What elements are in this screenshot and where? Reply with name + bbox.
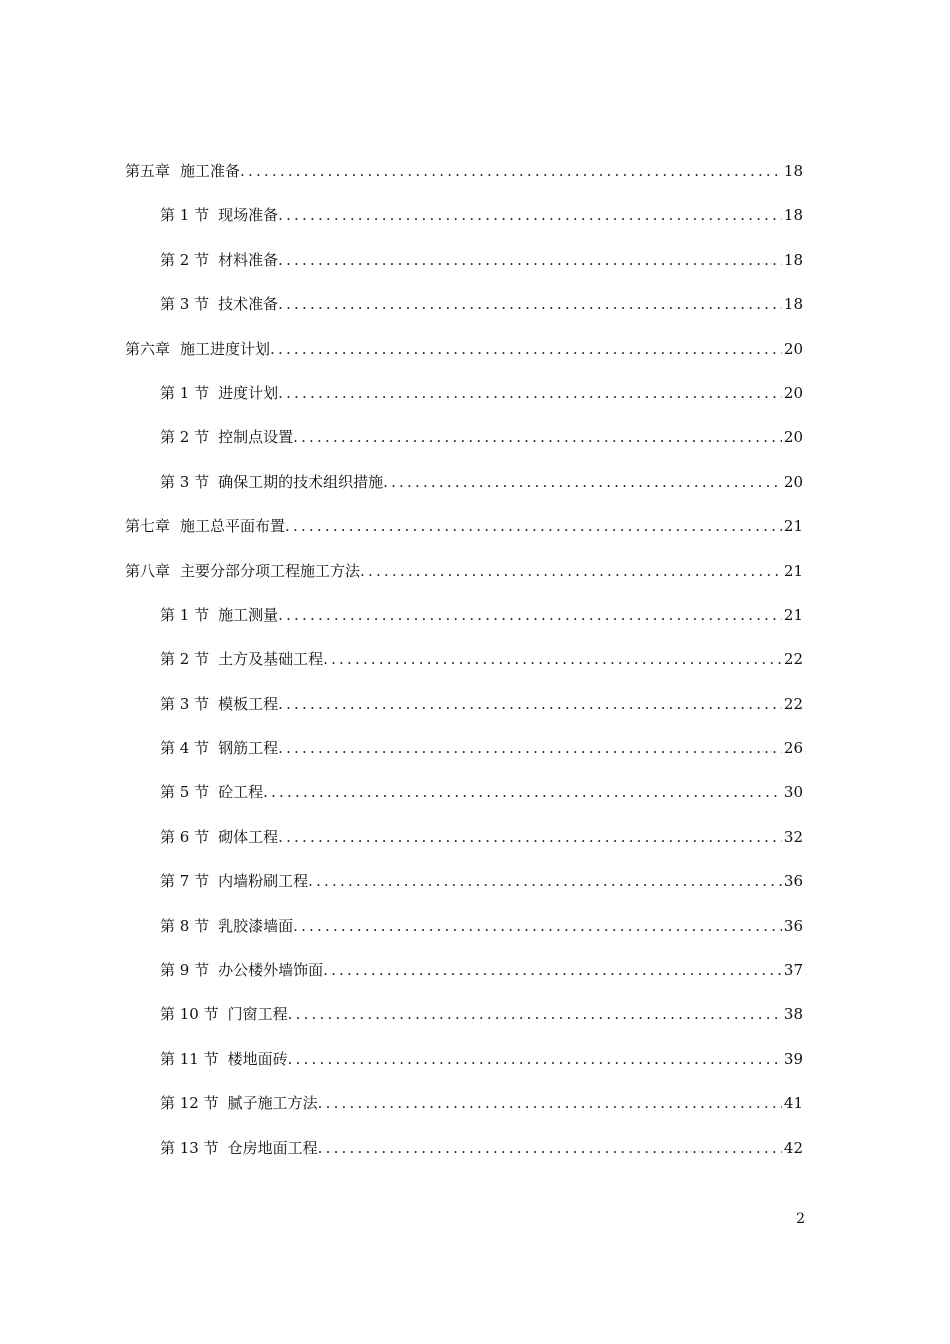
toc-entry-title: 仓房地面工程 bbox=[227, 1138, 318, 1157]
toc-entry-page: 18 bbox=[783, 206, 803, 225]
toc-entry-page: 20 bbox=[783, 428, 803, 447]
toc-entry-page: 20 bbox=[783, 383, 803, 402]
toc-entry-title: 施工总平面布置 bbox=[180, 517, 286, 536]
toc-entry-number: 第 11 节 bbox=[160, 1049, 219, 1068]
toc-entry-number: 第六章 bbox=[125, 339, 171, 358]
toc-entry-number: 第 3 节 bbox=[160, 295, 210, 314]
toc-entry-number: 第五章 bbox=[125, 162, 171, 180]
toc-dot-leader bbox=[288, 1003, 782, 1025]
toc-entry-page: 22 bbox=[783, 694, 803, 713]
toc-chapter-5[interactable] bbox=[125, 160, 803, 204]
toc-dot-leader bbox=[323, 648, 782, 670]
toc-section-6-3[interactable] bbox=[125, 471, 803, 515]
toc-dot-leader bbox=[278, 737, 782, 759]
toc-chapter-8[interactable] bbox=[125, 560, 803, 604]
toc-entry-page: 36 bbox=[783, 916, 803, 935]
toc-entry-page: 21 bbox=[783, 561, 803, 580]
toc-entry-page: 36 bbox=[783, 872, 803, 891]
toc-entry-title: 办公楼外墙饰面 bbox=[218, 961, 324, 980]
toc-entry-title: 乳胶漆墙面 bbox=[218, 916, 294, 935]
toc-entry-title: 内墙粉刷工程 bbox=[218, 872, 309, 891]
page-number: 2 bbox=[796, 1211, 805, 1227]
toc-dot-leader bbox=[263, 781, 782, 803]
toc-entry-title: 材料准备 bbox=[218, 250, 279, 269]
toc-dot-leader bbox=[318, 1092, 782, 1114]
toc-entry-title: 施工准备 bbox=[180, 162, 241, 180]
toc-section-8-11[interactable] bbox=[125, 1048, 803, 1092]
toc-entry-number: 第 10 节 bbox=[160, 1005, 219, 1024]
toc-entry-page: 18 bbox=[783, 162, 803, 180]
toc-entry-page: 18 bbox=[783, 250, 803, 269]
toc-section-8-4[interactable] bbox=[125, 737, 803, 781]
toc-dot-leader bbox=[240, 160, 782, 182]
toc-dot-leader bbox=[383, 471, 782, 493]
toc-section-8-2[interactable] bbox=[125, 648, 803, 692]
toc-entry-page: 22 bbox=[783, 650, 803, 669]
toc-section-8-13[interactable] bbox=[125, 1137, 803, 1181]
toc-dot-leader bbox=[285, 515, 782, 537]
toc-entry-title: 模板工程 bbox=[218, 694, 279, 713]
toc-entry-page: 32 bbox=[783, 827, 803, 846]
toc-dot-leader bbox=[278, 204, 782, 226]
toc-section-5-3[interactable] bbox=[125, 293, 803, 337]
toc-entry-number: 第 2 节 bbox=[160, 650, 210, 669]
toc-dot-leader bbox=[323, 959, 782, 981]
toc-entry-page: 21 bbox=[783, 605, 803, 624]
toc-dot-leader bbox=[270, 338, 782, 360]
toc-section-8-1[interactable] bbox=[125, 604, 803, 648]
toc-entry-title: 土方及基础工程 bbox=[218, 650, 324, 669]
toc-entry-number: 第 1 节 bbox=[160, 206, 210, 225]
toc-entry-title: 钢筋工程 bbox=[218, 739, 279, 758]
toc-entry-page: 41 bbox=[783, 1094, 803, 1113]
toc-section-8-9[interactable] bbox=[125, 959, 803, 1003]
toc-section-8-10[interactable] bbox=[125, 1003, 803, 1047]
toc-entry-page: 26 bbox=[783, 739, 803, 758]
toc-dot-leader bbox=[293, 426, 782, 448]
toc-dot-leader bbox=[278, 249, 782, 271]
toc-entry-title: 砌体工程 bbox=[218, 827, 279, 846]
toc-entry-title: 主要分部分项工程施工方法 bbox=[180, 561, 361, 580]
toc-entry-title: 进度计划 bbox=[218, 383, 279, 402]
toc-section-6-2[interactable] bbox=[125, 426, 803, 470]
toc-section-8-12[interactable] bbox=[125, 1092, 803, 1136]
toc-entry-number: 第 3 节 bbox=[160, 472, 210, 491]
toc-section-8-3[interactable] bbox=[125, 693, 803, 737]
toc-section-6-1[interactable] bbox=[125, 382, 803, 426]
toc-entry-page: 42 bbox=[783, 1138, 803, 1157]
toc-entry-number: 第 1 节 bbox=[160, 605, 210, 624]
toc-entry-page: 38 bbox=[783, 1005, 803, 1024]
toc-entry-number: 第 13 节 bbox=[160, 1138, 219, 1157]
toc-entry-title: 腻子施工方法 bbox=[227, 1094, 318, 1113]
toc-section-8-6[interactable] bbox=[125, 826, 803, 870]
toc-entry-page: 20 bbox=[783, 339, 803, 358]
toc-entry-page: 18 bbox=[783, 295, 803, 314]
toc-entry-title: 楼地面砖 bbox=[227, 1049, 288, 1068]
toc-section-8-5[interactable] bbox=[125, 781, 803, 825]
toc-entry-number: 第 5 节 bbox=[160, 783, 210, 802]
toc-dot-leader bbox=[278, 826, 782, 848]
toc-section-8-7[interactable] bbox=[125, 870, 803, 914]
toc-entry-page: 37 bbox=[783, 961, 803, 980]
toc-chapter-7[interactable] bbox=[125, 515, 803, 559]
table-of-contents bbox=[125, 160, 803, 1181]
toc-dot-leader bbox=[318, 1137, 782, 1159]
toc-entry-number: 第 8 节 bbox=[160, 916, 210, 935]
toc-dot-leader bbox=[278, 604, 782, 626]
toc-section-5-2[interactable] bbox=[125, 249, 803, 293]
toc-entry-number: 第 9 节 bbox=[160, 961, 210, 980]
toc-chapter-6[interactable] bbox=[125, 338, 803, 382]
toc-entry-number: 第 2 节 bbox=[160, 250, 210, 269]
toc-entry-number: 第 3 节 bbox=[160, 694, 210, 713]
toc-entry-title: 技术准备 bbox=[218, 295, 279, 314]
toc-entry-title: 确保工期的技术组织措施 bbox=[218, 472, 384, 491]
toc-entry-number: 第 7 节 bbox=[160, 872, 210, 891]
toc-entry-title: 砼工程 bbox=[218, 783, 264, 802]
toc-entry-number: 第七章 bbox=[125, 517, 171, 536]
toc-entry-number: 第 12 节 bbox=[160, 1094, 219, 1113]
toc-entry-number: 第 2 节 bbox=[160, 428, 210, 447]
toc-entry-page: 30 bbox=[783, 783, 803, 802]
toc-entry-page: 20 bbox=[783, 472, 803, 491]
toc-entry-title: 施工测量 bbox=[218, 605, 279, 624]
toc-section-8-8[interactable] bbox=[125, 915, 803, 959]
toc-entry-number: 第八章 bbox=[125, 561, 171, 580]
toc-section-5-1[interactable] bbox=[125, 204, 803, 248]
toc-entry-title: 控制点设置 bbox=[218, 428, 294, 447]
toc-dot-leader bbox=[278, 382, 782, 404]
toc-dot-leader bbox=[360, 560, 782, 582]
toc-dot-leader bbox=[278, 693, 782, 715]
toc-entry-page: 21 bbox=[783, 517, 803, 536]
toc-entry-number: 第 1 节 bbox=[160, 383, 210, 402]
toc-entry-number: 第 6 节 bbox=[160, 827, 210, 846]
toc-dot-leader bbox=[288, 1048, 782, 1070]
toc-entry-title: 施工进度计划 bbox=[180, 339, 271, 358]
toc-entry-title: 现场准备 bbox=[218, 206, 279, 225]
toc-dot-leader bbox=[308, 870, 782, 892]
toc-dot-leader bbox=[278, 293, 782, 315]
toc-dot-leader bbox=[293, 915, 782, 937]
toc-entry-page: 39 bbox=[783, 1049, 803, 1068]
toc-entry-number: 第 4 节 bbox=[160, 739, 210, 758]
toc-entry-title: 门窗工程 bbox=[227, 1005, 288, 1024]
